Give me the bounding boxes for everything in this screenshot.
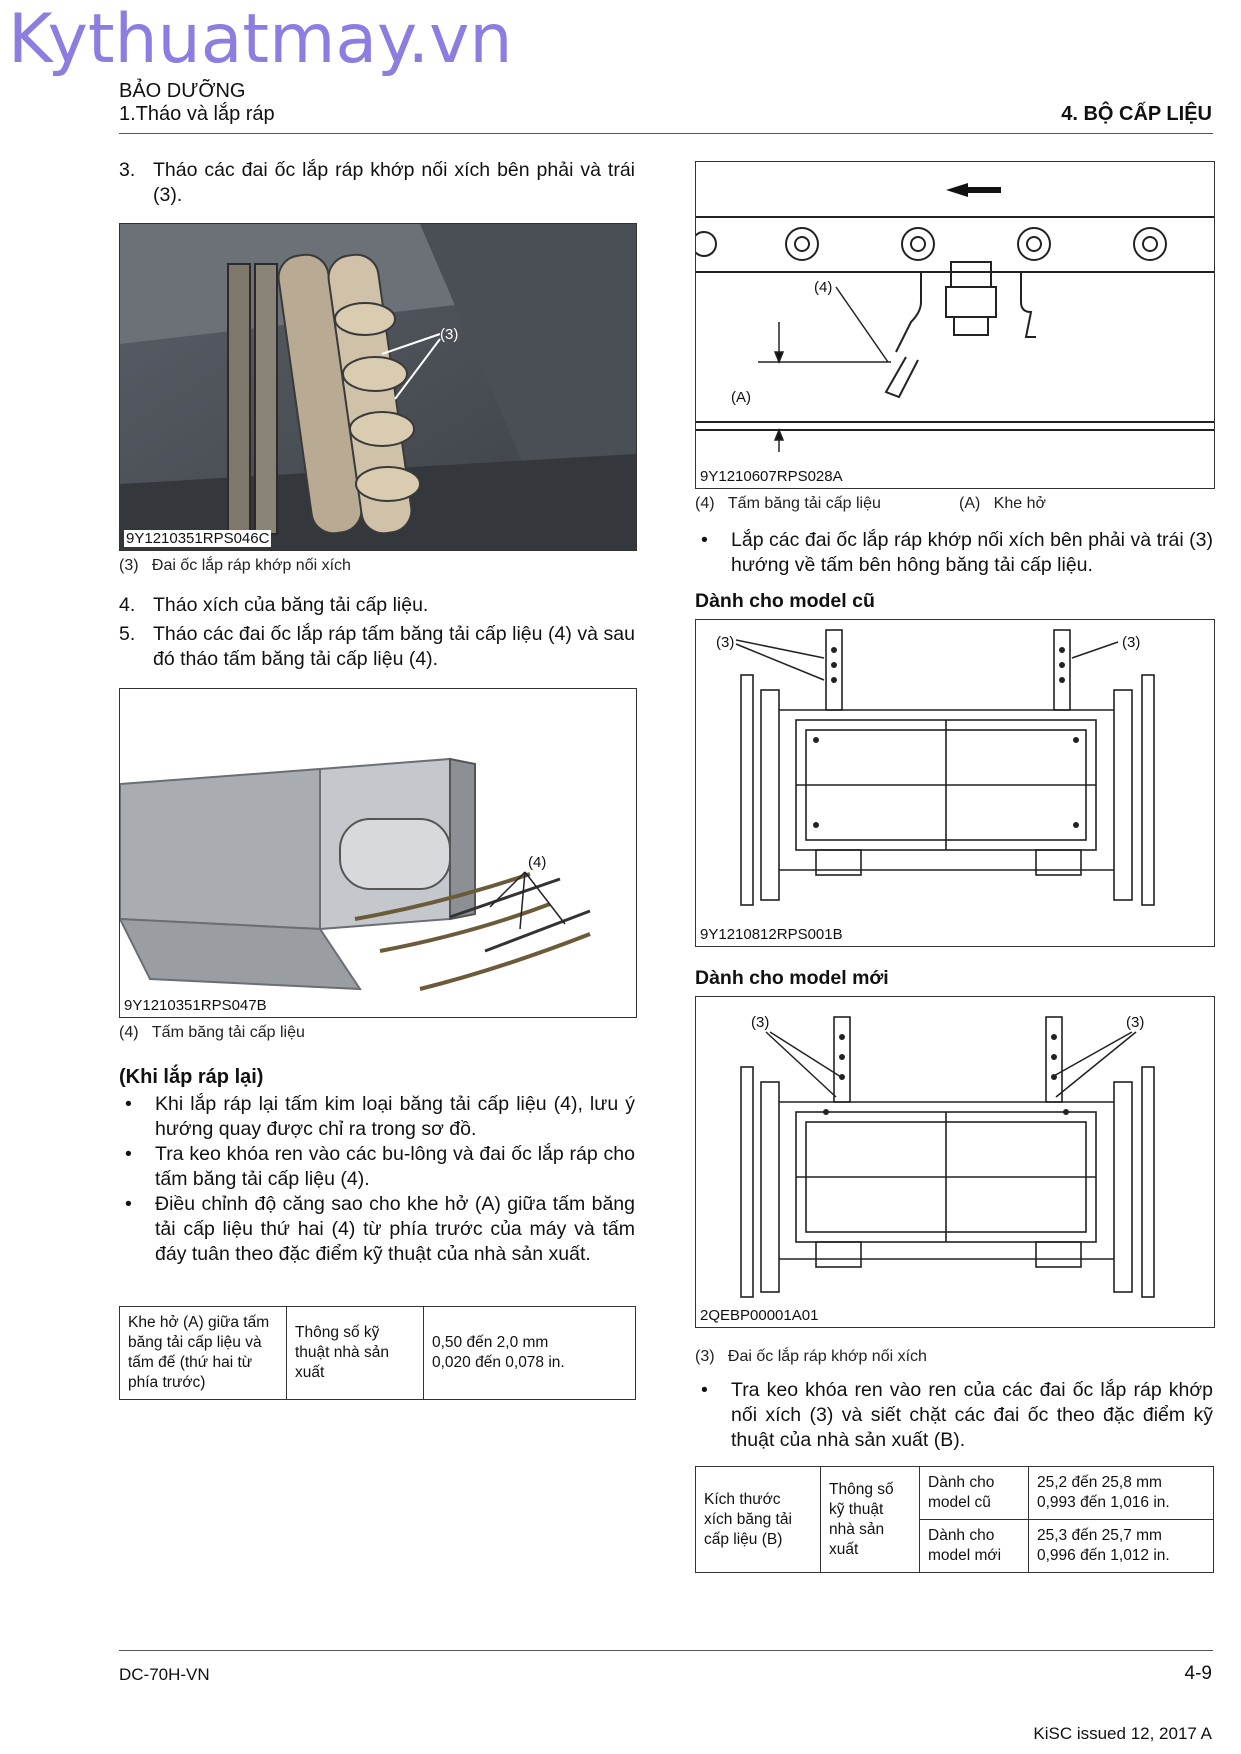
photo1-caption bbox=[119, 557, 351, 575]
old-model-diagram bbox=[696, 620, 1214, 946]
diagram3-caption bbox=[695, 1348, 927, 1366]
diagram3-label-right: (3) bbox=[1126, 1014, 1145, 1031]
header-chapter: 4. BỘ CẤP LIỆU bbox=[1061, 103, 1212, 125]
photo2-callout: (4) bbox=[528, 854, 547, 871]
step-number: 5. bbox=[119, 623, 136, 645]
header-subsection: 1.Tháo và lắp ráp bbox=[119, 103, 275, 125]
reassembly-title: (Khi lắp ráp lại) bbox=[119, 1066, 264, 1088]
footer-rule bbox=[119, 1650, 1213, 1651]
spec-model-new: Dành cho model mới bbox=[920, 1520, 1029, 1573]
new-model-diagram bbox=[696, 997, 1214, 1327]
caption-text: Tấm băng tải cấp liệu bbox=[151, 1024, 305, 1041]
diagram3-label-left: (3) bbox=[751, 1014, 770, 1031]
diagram2-label-left: (3) bbox=[716, 634, 735, 651]
diagram1-label-4: (4) bbox=[814, 279, 833, 296]
bullet-text: Tra keo khóa ren vào các bu-lông và đai ốc lắp ráp cho tấm băng tải cấp liệu (4). bbox=[155, 1143, 635, 1190]
bullet-text: Khi lắp ráp lại tấm kim loại băng tải cấp liệu (4), lưu ý hướng quay được chỉ ra trong sơ đồ. bbox=[155, 1093, 635, 1140]
diagram2-code: 9Y1210812RPS001B bbox=[700, 926, 843, 943]
spec-model-old: Dành cho model cũ bbox=[920, 1467, 1029, 1520]
header-rule bbox=[119, 133, 1213, 134]
diagram3-code: 2QEBP00001A01 bbox=[700, 1307, 819, 1324]
header-section: BẢO DƯỠNG bbox=[119, 80, 246, 102]
bullet-item: • Tra keo khóa ren vào ren của các đai ốc lắp ráp khớp nối xích (3) và siết chặt các đai ốc theo đặc điểm kỹ thuật của nhà sản xuất (B). bbox=[701, 1379, 1213, 1451]
new-model-title: Dành cho model mới bbox=[695, 967, 889, 989]
gap-spec-table bbox=[119, 1306, 636, 1400]
photo-chain-nuts bbox=[119, 223, 637, 551]
bullet-item: • Điều chỉnh độ căng sao cho khe hở (A) giữa tấm băng tải cấp liệu thứ hai (4) từ phía trước của máy và tấm đáy tuân theo đặc điểm kỹ thuật của nhà sản xuất. bbox=[125, 1193, 635, 1265]
spec-value bbox=[424, 1307, 636, 1400]
caption-number: (4) bbox=[695, 495, 715, 512]
chain-spec-table bbox=[695, 1466, 1214, 1573]
spec-label: Thông số kỹ thuật nhà sản xuất bbox=[287, 1307, 424, 1400]
diagram-new-model bbox=[695, 996, 1215, 1328]
gap-diagram bbox=[696, 162, 1214, 488]
step-text: Tháo các đai ốc lắp ráp khớp nối xích bên phải và trái (3). bbox=[153, 159, 635, 206]
conveyor-plate-photo bbox=[120, 689, 636, 1017]
caption-number: (4) bbox=[119, 1024, 139, 1041]
diagram-gap bbox=[695, 161, 1215, 489]
spec-label: Thông số kỹ thuật nhà sản xuất bbox=[821, 1467, 920, 1573]
caption-number: (3) bbox=[119, 557, 139, 574]
step-text: Tháo xích của băng tải cấp liệu. bbox=[153, 594, 429, 616]
spec-value-mm: 25,2 đến 25,8 mm bbox=[1037, 1474, 1162, 1491]
step-4 bbox=[119, 593, 635, 618]
caption-text: Đai ốc lắp ráp khớp nối xích bbox=[727, 1348, 927, 1365]
step-number: 4. bbox=[119, 594, 136, 616]
bullet-item: • Lắp các đai ốc lắp ráp khớp nối xích bên phải và trái (3) hướng về tấm bên hông băng tải cấp liệu. bbox=[701, 529, 1213, 576]
bullet-text: Điều chỉnh độ căng sao cho khe hở (A) giữa tấm băng tải cấp liệu thứ hai (4) từ phía trước của máy và tấm đáy tuân theo đặc điểm kỹ thuật của nhà sản xuất. bbox=[155, 1193, 635, 1265]
caption-number: (A) bbox=[959, 495, 981, 512]
reassembly-bullets bbox=[119, 1092, 635, 1267]
photo1-callout: (3) bbox=[440, 326, 459, 343]
caption-text: Khe hở bbox=[993, 495, 1046, 512]
spec-value-in: 0,020 đến 0,078 in. bbox=[432, 1354, 565, 1371]
old-model-title: Dành cho model cũ bbox=[695, 590, 875, 612]
caption-text: Tấm băng tải cấp liệu bbox=[727, 495, 881, 512]
step-3 bbox=[119, 158, 635, 208]
spec-item: Khe hở (A) giữa tấm băng tải cấp liệu và tấm đế (thứ hai từ phía trước) bbox=[120, 1307, 287, 1400]
step-5 bbox=[119, 622, 635, 672]
diagram1-code: 9Y1210607RPS028A bbox=[700, 468, 843, 485]
bullet-text: Tra keo khóa ren vào ren của các đai ốc lắp ráp khớp nối xích (3) và siết chặt các đai ốc theo đặc điểm kỹ thuật của nhà sản xuất (B). bbox=[731, 1379, 1213, 1451]
spec-value-in: 0,993 đến 1,016 in. bbox=[1037, 1494, 1170, 1511]
caption-text: Đai ốc lắp ráp khớp nối xích bbox=[151, 557, 351, 574]
photo2-caption bbox=[119, 1024, 305, 1042]
step-number: 3. bbox=[119, 159, 136, 181]
watermark: Kythuatmay.vn bbox=[8, 0, 513, 79]
photo1-code: 9Y1210351RPS046C bbox=[126, 530, 270, 547]
chain-joint-photo bbox=[120, 224, 636, 550]
spec-item: Kích thước xích băng tải cấp liệu (B) bbox=[696, 1467, 821, 1573]
bullet-item: • Khi lắp ráp lại tấm kim loại băng tải cấp liệu (4), lưu ý hướng quay được chỉ ra trong sơ đồ. bbox=[125, 1093, 635, 1140]
footer-doc-code: DC-70H-VN bbox=[119, 1665, 210, 1684]
page-number: 4-9 bbox=[1184, 1663, 1212, 1684]
photo2-code: 9Y1210351RPS047B bbox=[124, 997, 267, 1014]
spec-value-in: 0,996 đến 1,012 in. bbox=[1037, 1547, 1170, 1564]
photo-conveyor-plate bbox=[119, 688, 637, 1018]
caption-number: (3) bbox=[695, 1348, 715, 1365]
issued-note: KiSC issued 12, 2017 A bbox=[1033, 1724, 1212, 1743]
diagram1-caption bbox=[695, 495, 1213, 513]
spec-value-mm: 0,50 đến 2,0 mm bbox=[432, 1334, 549, 1351]
spec-value-mm: 25,3 đến 25,7 mm bbox=[1037, 1527, 1162, 1544]
spec-value-old bbox=[1029, 1467, 1214, 1520]
diagram1-label-a: (A) bbox=[731, 389, 751, 406]
spec-value-new bbox=[1029, 1520, 1214, 1573]
bullet-item: • Tra keo khóa ren vào các bu-lông và đai ốc lắp ráp cho tấm băng tải cấp liệu (4). bbox=[125, 1143, 635, 1190]
diagram2-label-right: (3) bbox=[1122, 634, 1141, 651]
bullet-text: Lắp các đai ốc lắp ráp khớp nối xích bên phải và trái (3) hướng về tấm bên hông băng tải cấp liệu. bbox=[731, 529, 1213, 576]
step-text: Tháo các đai ốc lắp ráp tấm băng tải cấp liệu (4) và sau đó tháo tấm băng tải cấp liệu (4). bbox=[153, 623, 635, 670]
diagram-old-model bbox=[695, 619, 1215, 947]
